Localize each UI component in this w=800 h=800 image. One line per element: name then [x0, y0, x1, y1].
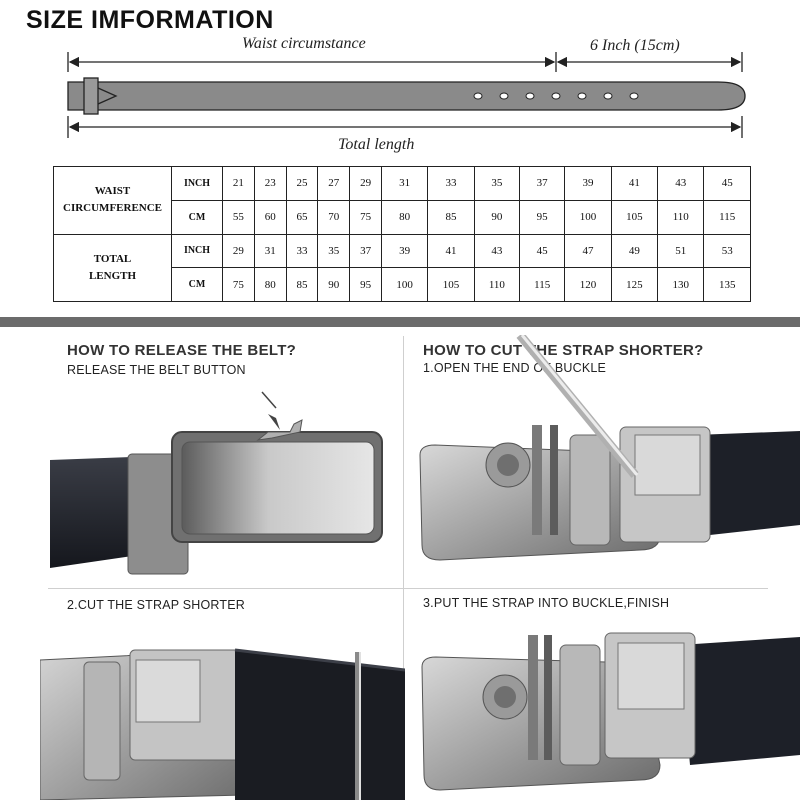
- table-cell: 85: [428, 200, 474, 234]
- table-cell: 41: [611, 167, 657, 201]
- table-cell: 105: [428, 268, 474, 302]
- total-row-header: TOTAL LENGTH: [54, 234, 172, 302]
- unit-label: INCH: [172, 167, 223, 201]
- table-cell: 80: [381, 200, 427, 234]
- table-cell: 47: [565, 234, 611, 268]
- page-title: SIZE IMFORMATION: [26, 6, 274, 34]
- unit-label: INCH: [172, 234, 223, 268]
- belt-buckle-shape: [84, 78, 98, 114]
- cut-strap-illustration: [40, 620, 405, 800]
- table-cell: 27: [318, 167, 350, 201]
- table-cell: 125: [611, 268, 657, 302]
- table-cell: 31: [254, 234, 286, 268]
- table-cell: 39: [381, 234, 427, 268]
- table-cell: 29: [223, 234, 255, 268]
- table-cell: 39: [565, 167, 611, 201]
- table-cell: 115: [520, 268, 565, 302]
- table-cell: 53: [704, 234, 751, 268]
- release-heading: HOW TO RELEASE THE BELT?: [67, 342, 297, 359]
- table-cell: 55: [223, 200, 255, 234]
- table-cell: 90: [474, 200, 519, 234]
- table-cell: 23: [254, 167, 286, 201]
- table-cell: 75: [223, 268, 255, 302]
- table-cell: 95: [350, 268, 382, 302]
- unit-label: CM: [172, 268, 223, 302]
- cut-step-3: 3.PUT THE STRAP INTO BUCKLE,FINISH: [423, 596, 670, 610]
- table-cell: 35: [474, 167, 519, 201]
- size-table: [53, 166, 751, 302]
- table-cell: 33: [428, 167, 474, 201]
- panel-divider-horizontal: [48, 588, 768, 589]
- table-cell: 33: [286, 234, 318, 268]
- cut-step-2: 2.CUT THE STRAP SHORTER: [67, 598, 246, 612]
- table-row: [54, 234, 751, 268]
- table-cell: 37: [350, 234, 382, 268]
- table-cell: 100: [381, 268, 427, 302]
- table-cell: 95: [520, 200, 565, 234]
- table-row: [54, 167, 751, 201]
- table-cell: 130: [658, 268, 704, 302]
- finished-buckle-illustration: [410, 615, 800, 800]
- release-belt-illustration: [40, 380, 400, 580]
- table-cell: 29: [350, 167, 382, 201]
- table-cell: 51: [658, 234, 704, 268]
- table-cell: 110: [658, 200, 704, 234]
- table-cell: 105: [611, 200, 657, 234]
- table-cell: 21: [223, 167, 255, 201]
- table-cell: 70: [318, 200, 350, 234]
- unit-label: CM: [172, 200, 223, 234]
- waist-row-header: WAIST CIRCUMFERENCE: [54, 167, 172, 235]
- table-cell: 45: [520, 234, 565, 268]
- cut-step-1: 1.OPEN THE END OF BUCKLE: [423, 361, 607, 375]
- table-cell: 35: [318, 234, 350, 268]
- tip-length-label: 6 Inch (15cm): [590, 37, 680, 54]
- table-cell: 49: [611, 234, 657, 268]
- table-cell: 120: [565, 268, 611, 302]
- total-length-label: Total length: [338, 136, 415, 153]
- table-cell: 41: [428, 234, 474, 268]
- table-cell: 25: [286, 167, 318, 201]
- table-cell: 115: [704, 200, 751, 234]
- table-cell: 43: [474, 234, 519, 268]
- waist-label: Waist circumstance: [242, 35, 366, 52]
- open-buckle-illustration: [410, 335, 800, 570]
- table-cell: 100: [565, 200, 611, 234]
- table-cell: 90: [318, 268, 350, 302]
- belt-strap-shape: [68, 82, 745, 110]
- table-cell: 110: [474, 268, 519, 302]
- table-cell: 65: [286, 200, 318, 234]
- table-cell: 60: [254, 200, 286, 234]
- table-cell: 37: [520, 167, 565, 201]
- table-cell: 45: [704, 167, 751, 201]
- table-cell: 135: [704, 268, 751, 302]
- table-cell: 31: [381, 167, 427, 201]
- cut-heading: HOW TO CUT THE STRAP SHORTER?: [423, 342, 704, 359]
- section-divider: [0, 317, 800, 327]
- release-step: RELEASE THE BELT BUTTON: [67, 363, 246, 377]
- table-cell: 85: [286, 268, 318, 302]
- table-cell: 75: [350, 200, 382, 234]
- table-cell: 43: [658, 167, 704, 201]
- table-cell: 80: [254, 268, 286, 302]
